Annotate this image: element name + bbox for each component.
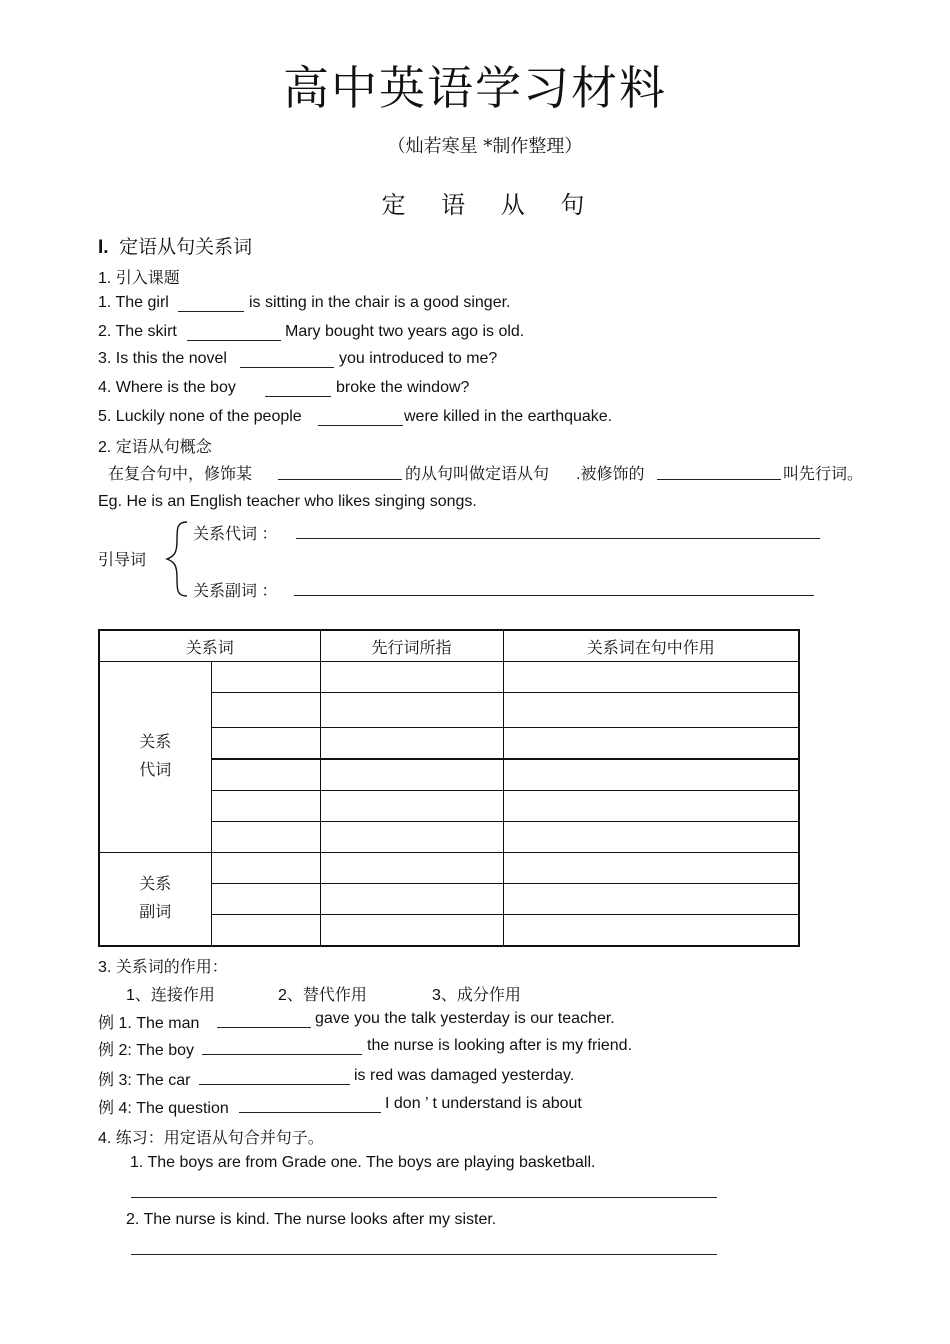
exercise-2-after: Mary bought two years ago is old. — [285, 323, 525, 340]
definition-text-b: 的从句叫做定语从句 — [405, 466, 550, 483]
function-3: 3、成分作用 — [432, 987, 521, 1004]
exercise-3-blank[interactable] — [240, 367, 334, 368]
definition-text-a: 在复合句中，修饰某 — [108, 466, 253, 483]
curly-brace-icon — [163, 520, 193, 598]
exercise-4-blank[interactable] — [265, 396, 331, 397]
table-cell[interactable] — [320, 853, 503, 884]
table-cell[interactable] — [503, 662, 799, 693]
table-cell[interactable] — [503, 822, 799, 853]
example-3-before: 例 3: The car — [98, 1072, 191, 1089]
table-header-row — [99, 630, 799, 662]
table-cell[interactable] — [320, 915, 503, 947]
practice-2-answer-line[interactable] — [131, 1254, 717, 1255]
part-2-title: 2. 定语从句概念 — [98, 439, 212, 456]
table-cell[interactable] — [320, 728, 503, 760]
example-2-before: 例 2: The boy — [98, 1042, 195, 1059]
table-cell[interactable] — [211, 759, 320, 791]
section-1-number: I. — [98, 237, 109, 258]
exercise-4-after: broke the window? — [336, 379, 470, 396]
table-cell[interactable] — [503, 853, 799, 884]
example-2-after: the nurse is looking after is my friend. — [367, 1037, 633, 1054]
table-cell[interactable] — [211, 822, 320, 853]
group-label-line: 关系 — [139, 734, 172, 751]
part-1-title: 1. 引入课题 — [98, 270, 180, 287]
exercise-1-before: 1. The girl — [98, 294, 169, 311]
table-cell[interactable] — [211, 915, 320, 947]
lesson-heading: 定 语 从 句 — [381, 191, 599, 219]
example-4-before: 例 4: The question — [98, 1100, 229, 1117]
table-cell[interactable] — [211, 662, 320, 693]
relative-word-table — [98, 629, 800, 947]
definition-text-d: 叫先行词。 — [783, 466, 864, 483]
table-row — [99, 662, 799, 693]
part-4-title: 4. 练习：用定语从句合并句子。 — [98, 1130, 324, 1147]
example-sentence: Eg. He is an English teacher who likes singing songs. — [98, 493, 477, 510]
table-cell[interactable] — [320, 822, 503, 853]
exercise-4-before: 4. Where is the boy — [98, 379, 236, 396]
group-label-line: 代词 — [139, 762, 172, 779]
table-cell[interactable] — [211, 853, 320, 884]
group-label-line: 副词 — [139, 904, 172, 921]
guide-word-label: 引导词 — [98, 552, 147, 569]
exercise-2-blank[interactable] — [187, 340, 281, 341]
table-cell[interactable] — [211, 693, 320, 728]
table-cell[interactable] — [503, 693, 799, 728]
exercise-3-after: you introduced to me? — [339, 350, 498, 367]
header-relative-word: 关系词 — [99, 630, 320, 662]
exercise-2-before: 2. The skirt — [98, 323, 177, 340]
example-3-after: is red was damaged yesterday. — [354, 1067, 575, 1084]
section-1-title: 定语从句关系词 — [119, 237, 253, 258]
relative-adverb-blank[interactable] — [294, 595, 814, 596]
table-cell[interactable] — [320, 791, 503, 822]
table-cell[interactable] — [503, 791, 799, 822]
table-cell[interactable] — [211, 728, 320, 760]
definition-blank-2[interactable] — [657, 479, 781, 480]
table-cell[interactable] — [503, 915, 799, 947]
exercise-5-blank[interactable] — [318, 425, 403, 426]
document-subtitle: （灿若寒星 *制作整理） — [387, 136, 583, 157]
exercise-5-after: were killed in the earthquake. — [404, 408, 613, 425]
exercise-1-blank[interactable] — [178, 311, 244, 312]
relative-pronoun-blank[interactable] — [296, 538, 820, 539]
relative-pronoun-label: 关系代词 ： — [193, 526, 278, 543]
header-antecedent: 先行词所指 — [320, 630, 503, 662]
function-1: 1、连接作用 — [126, 987, 215, 1004]
relative-adverb-group — [99, 853, 211, 947]
function-2: 2、替代作用 — [278, 987, 367, 1004]
table-cell[interactable] — [503, 884, 799, 915]
practice-1-answer-line[interactable] — [131, 1197, 717, 1198]
exercise-1-after: is sitting in the chair is a good singer. — [249, 294, 511, 311]
document-title: 高中英语学习材料 — [283, 61, 667, 115]
definition-text-c: .被修饰的 — [576, 466, 645, 483]
table-cell[interactable] — [320, 884, 503, 915]
example-2-blank[interactable] — [202, 1054, 362, 1055]
practice-1: 1. The boys are from Grade one. The boys are playing basketball. — [130, 1154, 596, 1171]
exercise-5-before: 5. Luckily none of the people — [98, 408, 302, 425]
relative-pronoun-group — [99, 662, 211, 853]
group-label-line: 关系 — [139, 876, 172, 893]
table-row — [99, 853, 799, 884]
relative-adverb-label: 关系副词 ： — [193, 583, 278, 600]
definition-blank-1[interactable] — [278, 479, 402, 480]
table-cell[interactable] — [320, 693, 503, 728]
table-cell[interactable] — [211, 884, 320, 915]
example-1-before: 例 1. The man — [98, 1015, 200, 1032]
table-cell[interactable] — [320, 759, 503, 791]
example-1-blank[interactable] — [217, 1027, 311, 1028]
example-3-blank[interactable] — [199, 1084, 350, 1085]
table-cell[interactable] — [503, 759, 799, 791]
header-function: 关系词在句中作用 — [503, 630, 799, 662]
part-3-title: 3. 关系词的作用： — [98, 959, 228, 976]
table-cell[interactable] — [211, 791, 320, 822]
example-4-after: I don ’ t understand is about — [385, 1095, 582, 1112]
practice-2: 2. The nurse is kind. The nurse looks after my sister. — [126, 1211, 497, 1228]
table-cell[interactable] — [320, 662, 503, 693]
table-cell[interactable] — [503, 728, 799, 760]
exercise-3-before: 3. Is this the novel — [98, 350, 227, 367]
example-1-after: gave you the talk yesterday is our teacher. — [315, 1010, 615, 1027]
section-1-heading — [98, 232, 252, 259]
example-4-blank[interactable] — [239, 1112, 381, 1113]
